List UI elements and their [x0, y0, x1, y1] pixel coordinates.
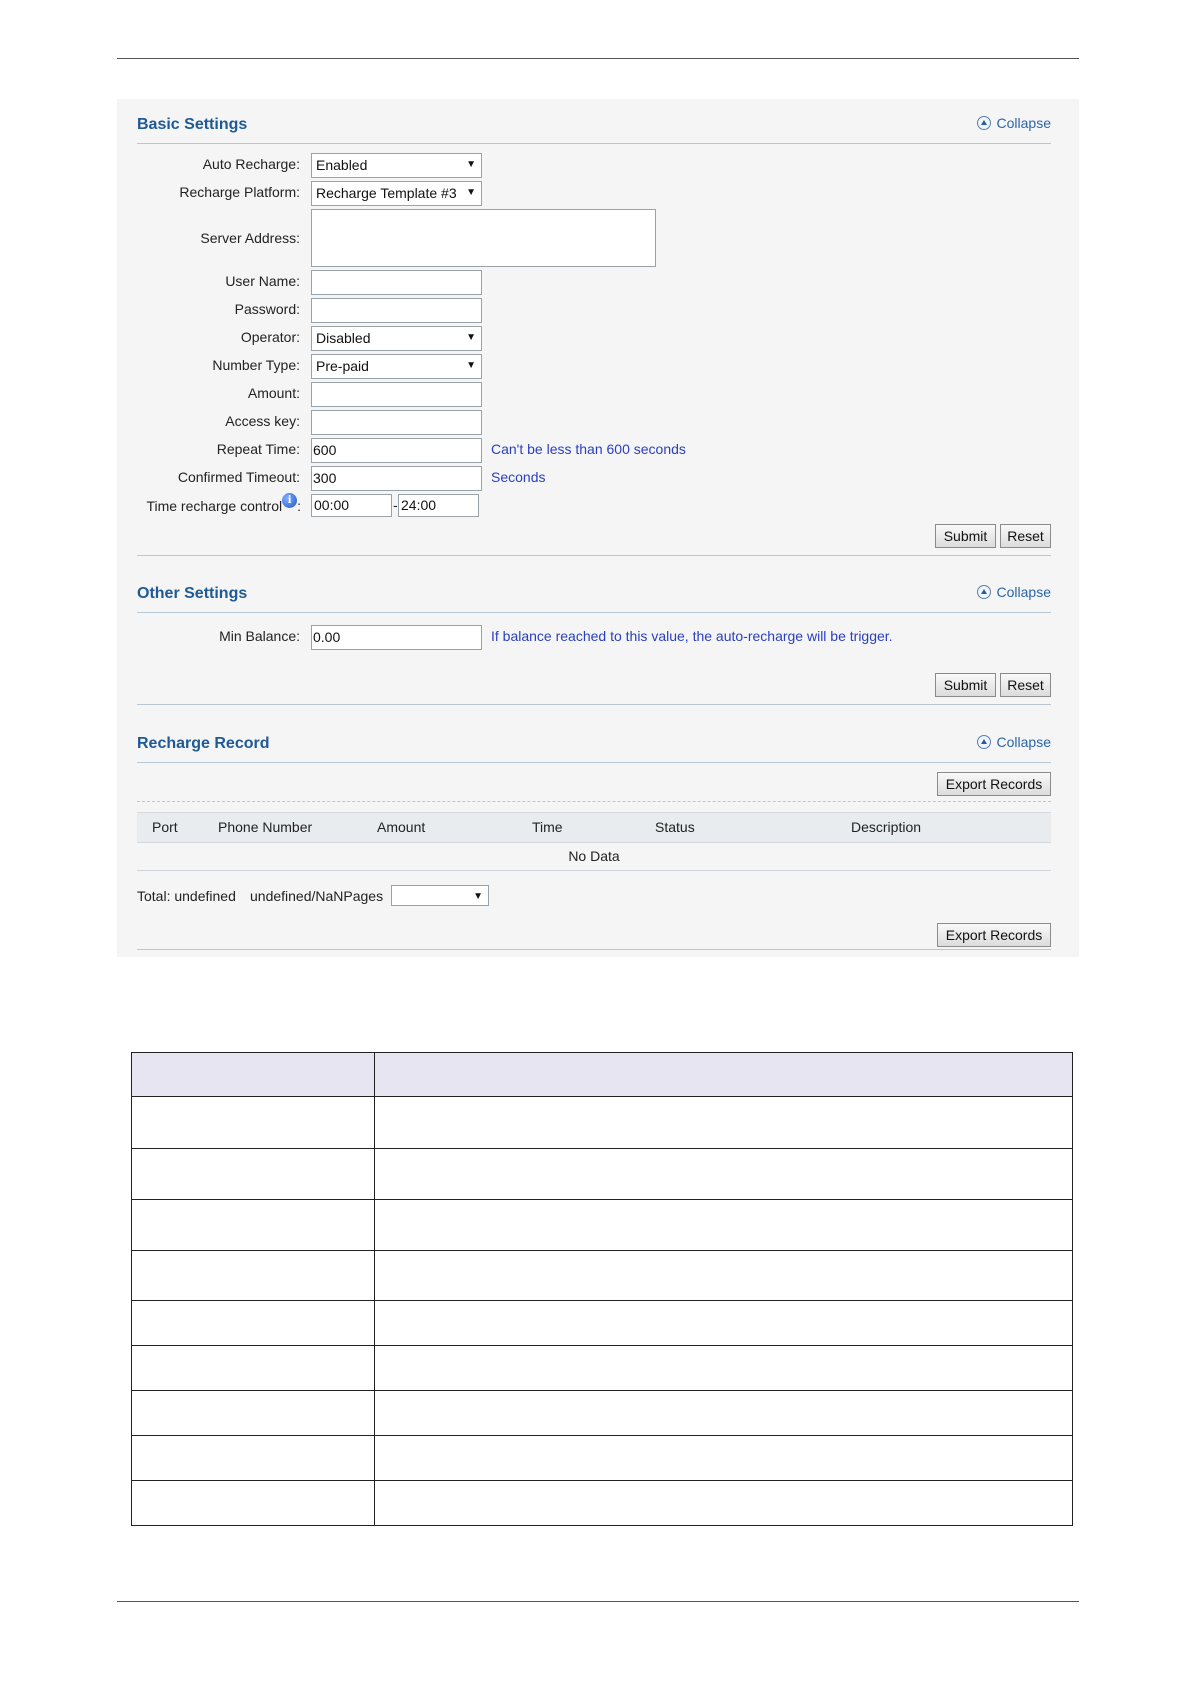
record-pages: undefined/NaNPages — [250, 888, 384, 904]
number-type-value: Pre-paid — [316, 358, 369, 374]
confirmed-timeout-label: Confirmed Timeout: — [177, 469, 300, 485]
table-cell — [132, 1301, 375, 1346]
table-cell — [132, 1200, 375, 1251]
basic-settings-title: Basic Settings — [137, 116, 248, 133]
auto-recharge-select[interactable] — [311, 153, 482, 178]
page-top-rule — [117, 58, 1079, 59]
basic-settings-header — [137, 115, 1051, 144]
table-row — [132, 1391, 1073, 1436]
time-to-input[interactable] — [398, 494, 479, 517]
recharge-record-title: Recharge Record — [137, 735, 270, 752]
confirmed-timeout-input[interactable] — [311, 466, 482, 491]
table-row — [132, 1097, 1073, 1149]
recharge-platform-select[interactable] — [311, 181, 482, 206]
export-records-bottom-button[interactable]: Export Records — [937, 923, 1051, 947]
basic-settings-bottom-divider — [137, 555, 1051, 556]
screenshot-frame — [117, 99, 1079, 957]
access-key-input[interactable] — [311, 410, 482, 435]
table-row — [132, 1436, 1073, 1481]
auto-recharge-label: Auto Recharge: — [202, 156, 300, 172]
table-row — [132, 1149, 1073, 1200]
auto-recharge-value: Enabled — [316, 157, 368, 173]
min-balance-value: 0.00 — [313, 629, 341, 645]
min-balance-label: Min Balance: — [219, 628, 300, 644]
amount-input[interactable] — [311, 382, 482, 407]
user-name-input[interactable] — [311, 270, 482, 295]
operator-value: Disabled — [316, 330, 371, 346]
server-address-textarea[interactable] — [311, 209, 656, 267]
column-port: Port — [152, 819, 178, 835]
table-row — [132, 1481, 1073, 1526]
basic-settings-panel — [137, 115, 1051, 549]
record-collapse-label: Collapse — [996, 734, 1051, 750]
record-dashed-divider — [137, 801, 1051, 802]
collapse-up-icon — [977, 116, 991, 130]
other-submit-button[interactable]: Submit — [935, 673, 996, 697]
user-name-label: User Name: — [225, 273, 300, 289]
column-description: Description — [851, 819, 922, 835]
repeat-time-value: 600 — [313, 442, 337, 458]
table-cell — [132, 1053, 375, 1097]
table-cell — [375, 1097, 1073, 1149]
record-empty-message: No Data — [568, 848, 620, 864]
column-status: Status — [655, 819, 695, 835]
record-bottom-divider — [137, 949, 1051, 950]
table-row — [132, 1346, 1073, 1391]
collapse-up-icon — [977, 585, 991, 599]
table-row — [132, 1200, 1073, 1251]
server-address-label: Server Address: — [200, 230, 300, 246]
access-key-label: Access key: — [225, 413, 300, 429]
parameter-description-table — [131, 1052, 1073, 1526]
record-collapse-button[interactable] — [977, 734, 1051, 750]
other-collapse-label: Collapse — [996, 584, 1051, 600]
table-cell — [375, 1251, 1073, 1301]
time-recharge-colon: : — [297, 498, 301, 514]
export-records-top-button[interactable]: Export Records — [937, 772, 1051, 796]
other-settings-bottom-divider — [137, 704, 1051, 705]
table-cell — [375, 1391, 1073, 1436]
number-type-label: Number Type: — [212, 357, 300, 373]
record-total: Total: undefined — [137, 888, 236, 904]
info-icon[interactable]: i — [282, 493, 297, 508]
time-from-value: 00:00 — [314, 497, 350, 513]
table-row — [132, 1251, 1073, 1301]
table-cell — [132, 1149, 375, 1200]
recharge-platform-value: Recharge Template #3 — [316, 185, 457, 201]
other-collapse-button[interactable] — [977, 584, 1051, 600]
recharge-record-header — [137, 734, 1051, 763]
confirmed-timeout-value: 300 — [313, 470, 337, 486]
number-type-select[interactable] — [311, 354, 482, 379]
time-range-dash: - — [393, 497, 398, 513]
recharge-platform-label: Recharge Platform: — [179, 184, 300, 200]
table-cell — [375, 1200, 1073, 1251]
operator-label: Operator: — [240, 329, 300, 345]
repeat-time-input[interactable] — [311, 438, 482, 463]
recharge-record-panel — [137, 734, 1051, 949]
min-balance-input[interactable] — [311, 625, 482, 650]
other-settings-title: Other Settings — [137, 585, 248, 602]
other-settings-header — [137, 584, 1051, 613]
table-cell — [375, 1436, 1073, 1481]
amount-label: Amount: — [247, 385, 300, 401]
table-cell — [132, 1391, 375, 1436]
record-table-header — [137, 812, 1051, 843]
column-phone-number: Phone Number — [218, 819, 313, 835]
table-cell — [375, 1481, 1073, 1526]
min-balance-hint: If balance reached to this value, the auto-recharge will be trigger. — [491, 628, 893, 644]
table-header-row — [132, 1053, 1073, 1097]
record-table-bottom-line — [137, 870, 1051, 871]
table-cell — [132, 1481, 375, 1526]
table-cell — [375, 1301, 1073, 1346]
table-row — [132, 1301, 1073, 1346]
table-cell — [132, 1436, 375, 1481]
password-input[interactable] — [311, 298, 482, 323]
table-cell — [132, 1346, 375, 1391]
table-cell — [132, 1097, 375, 1149]
table-cell — [132, 1251, 375, 1301]
basic-submit-button[interactable]: Submit — [935, 524, 996, 548]
time-recharge-control-label — [137, 495, 301, 514]
operator-select[interactable] — [311, 326, 482, 351]
other-reset-button[interactable]: Reset — [1000, 673, 1051, 697]
basic-collapse-label: Collapse — [996, 115, 1051, 131]
password-label: Password: — [234, 301, 300, 317]
confirmed-timeout-hint: Seconds — [491, 469, 546, 485]
column-time: Time — [532, 819, 563, 835]
repeat-time-hint: Can't be less than 600 seconds — [491, 441, 686, 457]
table-cell — [375, 1149, 1073, 1200]
time-from-input[interactable] — [311, 494, 392, 517]
table-cell — [375, 1346, 1073, 1391]
basic-reset-button[interactable]: Reset — [1000, 524, 1051, 548]
time-recharge-control-text: Time recharge control — [146, 498, 283, 514]
repeat-time-label: Repeat Time: — [216, 441, 300, 457]
basic-collapse-button[interactable] — [977, 115, 1051, 131]
table-cell — [375, 1053, 1073, 1097]
page-select[interactable] — [391, 885, 489, 906]
column-amount: Amount — [377, 819, 426, 835]
other-settings-panel — [137, 584, 1051, 709]
collapse-up-icon — [977, 735, 991, 749]
page-bottom-rule — [117, 1601, 1079, 1602]
time-to-value: 24:00 — [401, 497, 437, 513]
